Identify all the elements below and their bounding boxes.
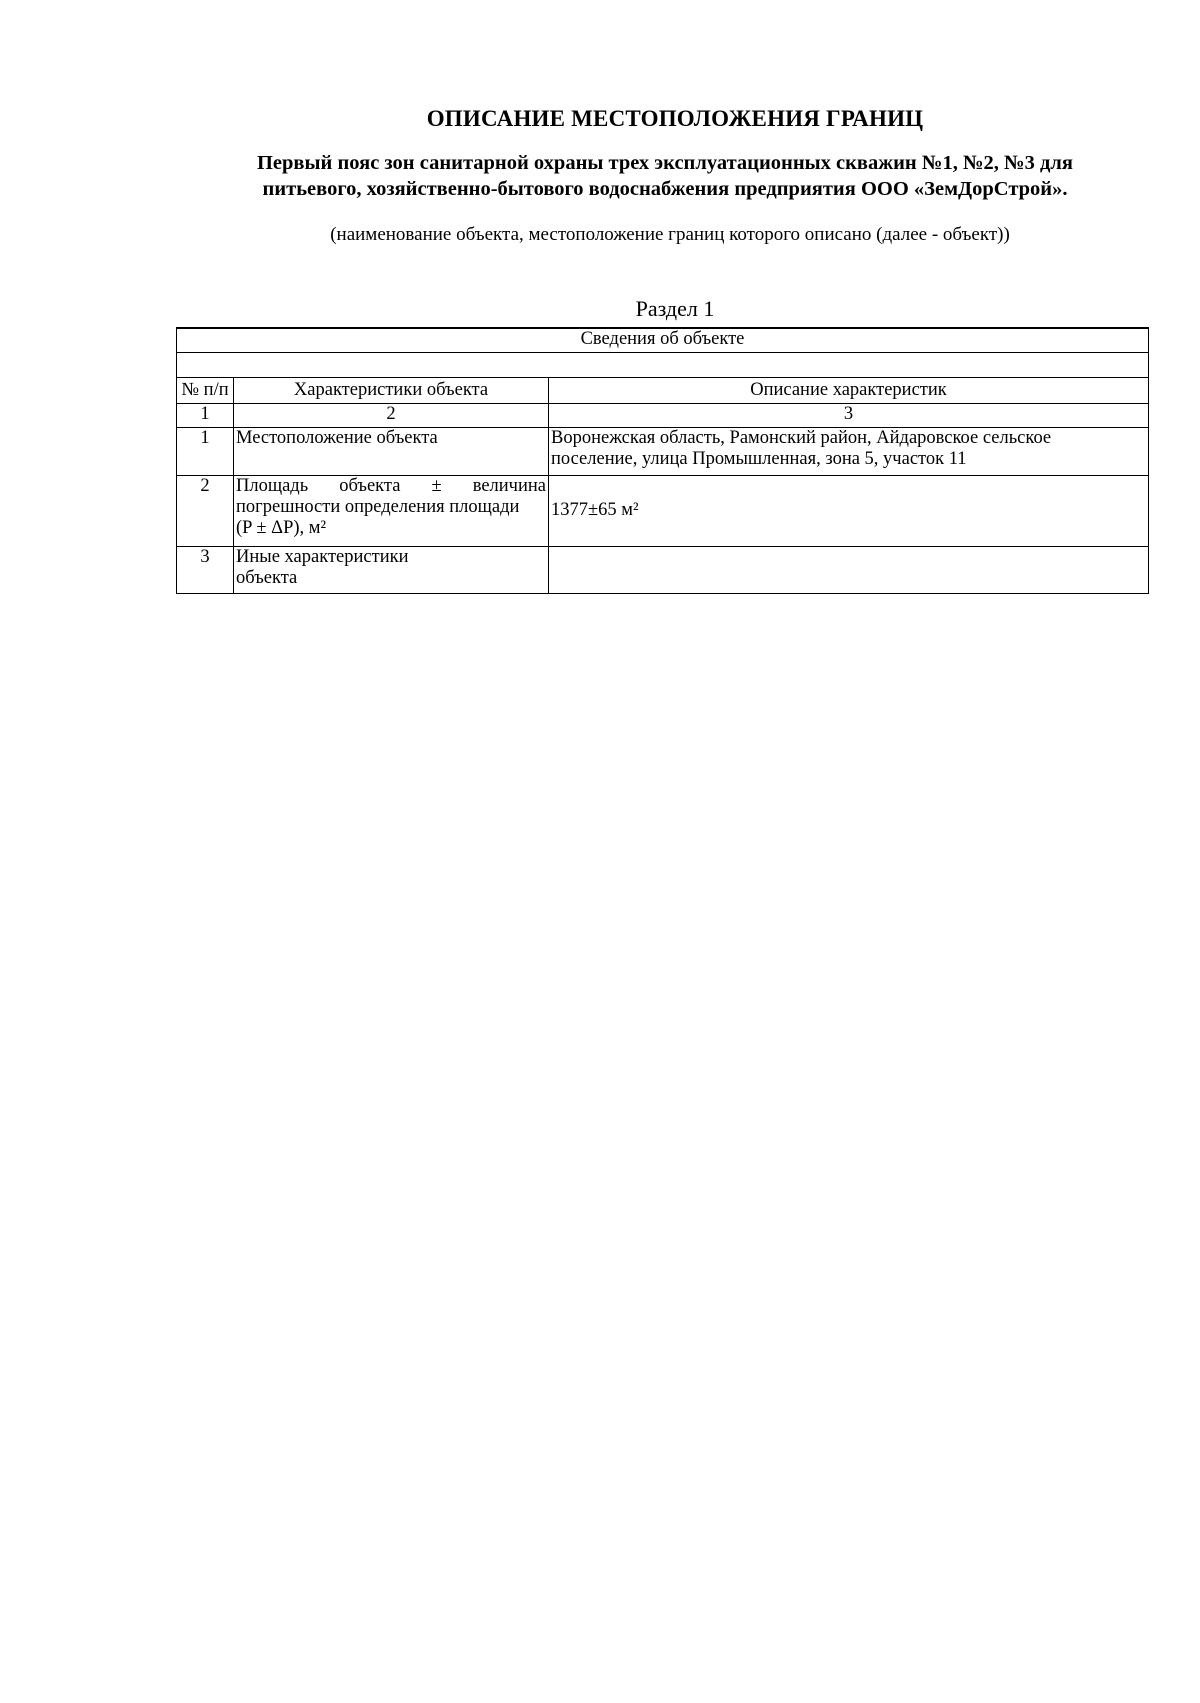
characteristic-line-2: объекта [236,567,298,588]
table-heading-row [177,328,1149,352]
table-row [177,475,1149,546]
table-row [177,427,1149,475]
document-title: ОПИСАНИЕ МЕСТОПОЛОЖЕНИЯ ГРАНИЦ [426,106,924,131]
word: ± [431,475,442,496]
object-caption: (наименование объекта, местоположение границ которого описано (далее - объект)) [330,224,1010,245]
table-row [177,546,1149,593]
table-heading: Сведения об объекте [177,328,1149,352]
table-empty-row [177,352,1149,377]
table-empty-cell [177,352,1149,377]
column-number-3: 3 [549,403,1149,427]
row-description [549,427,1149,475]
section-heading: Раздел 1 [635,296,715,321]
document-subtitle [200,150,1130,202]
description-line-1: Воронежская область, Рамонский район, Айдаровское сельское [551,427,1052,448]
characteristic-line-1: Иные характеристики [236,546,409,567]
characteristic-line-1 [236,476,546,497]
word: объекта [339,475,401,496]
characteristic-line-3: (P ± ΔP), м² [236,517,327,538]
subtitle-line-2: питьевого, хозяйственно-бытового водоснабжения предприятия ООО «ЗемДорСтрой». [262,178,1068,200]
column-number-2: 2 [234,403,549,427]
row-characteristic [234,475,549,546]
table-header-row [177,377,1149,403]
subtitle-line-1: Первый пояс зон санитарной охраны трех эксплуатационных скважин №1, №2, №3 для [256,152,1073,174]
column-header-characteristic: Характеристики объекта [234,377,549,403]
row-characteristic: Местоположение объекта [234,427,549,475]
characteristic-line-2: погрешности определения площади [236,496,520,517]
row-description [549,546,1149,593]
object-info-table [176,327,1149,594]
row-number: 1 [177,427,234,475]
row-description: 1377±65 м² [549,475,1149,546]
word: величина [472,475,546,496]
column-header-description: Описание характеристик [549,377,1149,403]
row-number: 2 [177,475,234,546]
column-header-number: № п/п [177,377,234,403]
row-number: 3 [177,546,234,593]
column-number-row [177,403,1149,427]
word: Площадь [236,475,309,496]
row-characteristic [234,546,549,593]
column-number-1: 1 [177,403,234,427]
description-line-2: поселение, улица Промышленная, зона 5, участок 11 [551,448,967,469]
